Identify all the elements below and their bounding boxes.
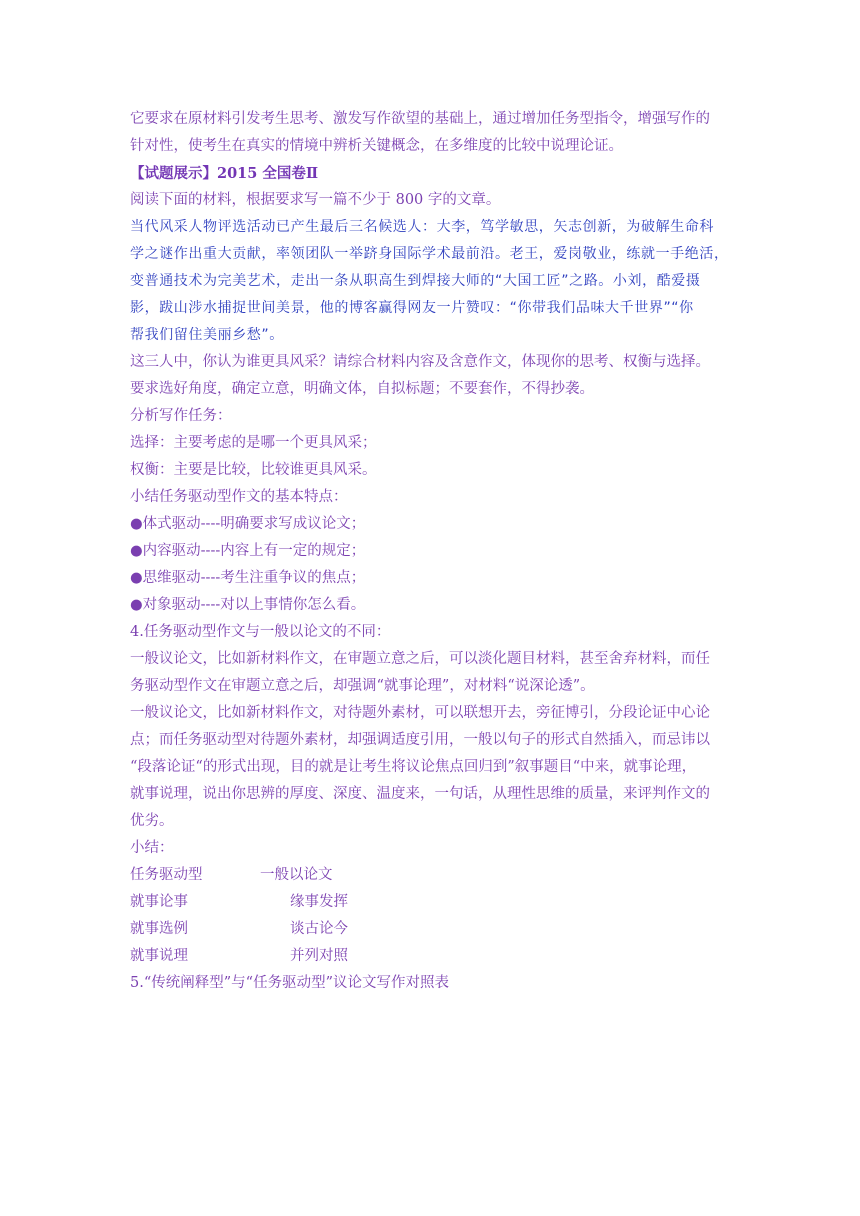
- compare-cell-left: 就事说理: [130, 948, 188, 964]
- summary2-title: 小结：: [130, 840, 174, 856]
- section4-title: 4.任务驱动型作文与一般以论文的不同：: [130, 624, 391, 640]
- instruction-text: 阅读下面的材料，根据要求写一篇不少于 800 字的文章。: [130, 192, 501, 208]
- section4-para1-line: 务驱动型作文在审题立意之后，却强调“就事论理”，对材料“说深论透”。: [130, 678, 595, 694]
- compare-cell-left: 就事论事: [130, 894, 188, 910]
- analysis-title: 分析写作任务：: [130, 408, 232, 424]
- bullet-item: ●思维驱动----考生注重争议的焦点；: [130, 570, 366, 586]
- material-line: 影，跋山涉水捕捉世间美景，他的博客赢得网友一片赞叹：“你带我们品味大千世界”“你: [130, 300, 694, 316]
- compare-row: [130, 943, 730, 970]
- document-page: [130, 106, 730, 997]
- compare-cell-left: 就事选例: [130, 921, 188, 937]
- compare-row: [130, 889, 730, 916]
- summary-title: 小结任务驱动型作文的基本特点：: [130, 489, 348, 505]
- compare-header-right: 一般以论文: [260, 867, 333, 883]
- material-line: 学之谜作出重大贡献，率领团队一举跻身国际学术最前沿。老王，爱岗敬业，练就一手绝活，: [130, 246, 729, 262]
- compare-row: [130, 916, 730, 943]
- compare-cell-right: 缘事发挥: [290, 894, 348, 910]
- requirement-line: 这三人中，你认为谁更具风采？请综合材料内容及含意作文，体现你的思考、权衡与选择。: [130, 354, 710, 370]
- compare-cell-right: 谈古论今: [290, 921, 348, 937]
- bullet-item: ●内容驱动----内容上有一定的规定；: [130, 543, 366, 559]
- bullet-item: ●体式驱动----明确要求写成议论文；: [130, 516, 366, 532]
- material-line: 当代风采人物评选活动已产生最后三名候选人：大李，笃学敏思，矢志创新，为破解生命科: [130, 219, 714, 235]
- compare-header-row: [130, 862, 730, 889]
- section4-para2-line: 优劣。: [130, 813, 174, 829]
- compare-cell-right: 并列对照: [290, 948, 348, 964]
- analysis-line: 权衡：主要是比较，比较谁更具风采。: [130, 462, 377, 478]
- section4-para1-line: 一般议论文，比如新材料作文，在审题立意之后，可以淡化题目材料，甚至舍弃材料，而任: [130, 651, 710, 667]
- intro-line: 它要求在原材料引发考生思考、激发写作欲望的基础上，通过增加任务型指令，增强写作的: [130, 111, 710, 127]
- requirement-line: 要求选好角度，确定立意，明确文体，自拟标题；不要套作，不得抄袭。: [130, 381, 594, 397]
- bullet-item: ●对象驱动----对以上事情你怎么看。: [130, 597, 366, 613]
- analysis-line: 选择：主要考虑的是哪一个更具风采；: [130, 435, 377, 451]
- section4-para2-line: 一般议论文，比如新材料作文，对待题外素材，可以联想开去，旁征博引，分段论证中心论: [130, 705, 710, 721]
- section5-title: 5.“传统阐释型”与“任务驱动型”议论文写作对照表: [130, 975, 449, 991]
- material-line: 变普通技术为完美艺术，走出一条从职高生到焊接大师的“大国工匠”之路。小刘，酷爱摄: [130, 273, 701, 289]
- section4-para2-line: 点；而任务驱动型对待题外素材，却强调适度引用，一般以句子的形式自然插入，而忌讳以: [130, 732, 710, 748]
- intro-line: 针对性，使考生在真实的情境中辨析关键概念，在多维度的比较中说理论证。: [130, 138, 623, 154]
- exam-heading: 【试题展示】2015 全国卷Ⅱ: [130, 165, 319, 182]
- section4-para2-line: 就事说理，说出你思辨的厚度、深度、温度来，一句话，从理性思维的质量，来评判作文的: [130, 786, 710, 802]
- section4-para2-line: “段落论证“的形式出现，目的就是让考生将议论焦点回归到”叙事题目“中来，就事论理，: [130, 759, 697, 775]
- compare-header-left: 任务驱动型: [130, 867, 203, 883]
- material-line: 帮我们留住美丽乡愁”。: [130, 327, 284, 343]
